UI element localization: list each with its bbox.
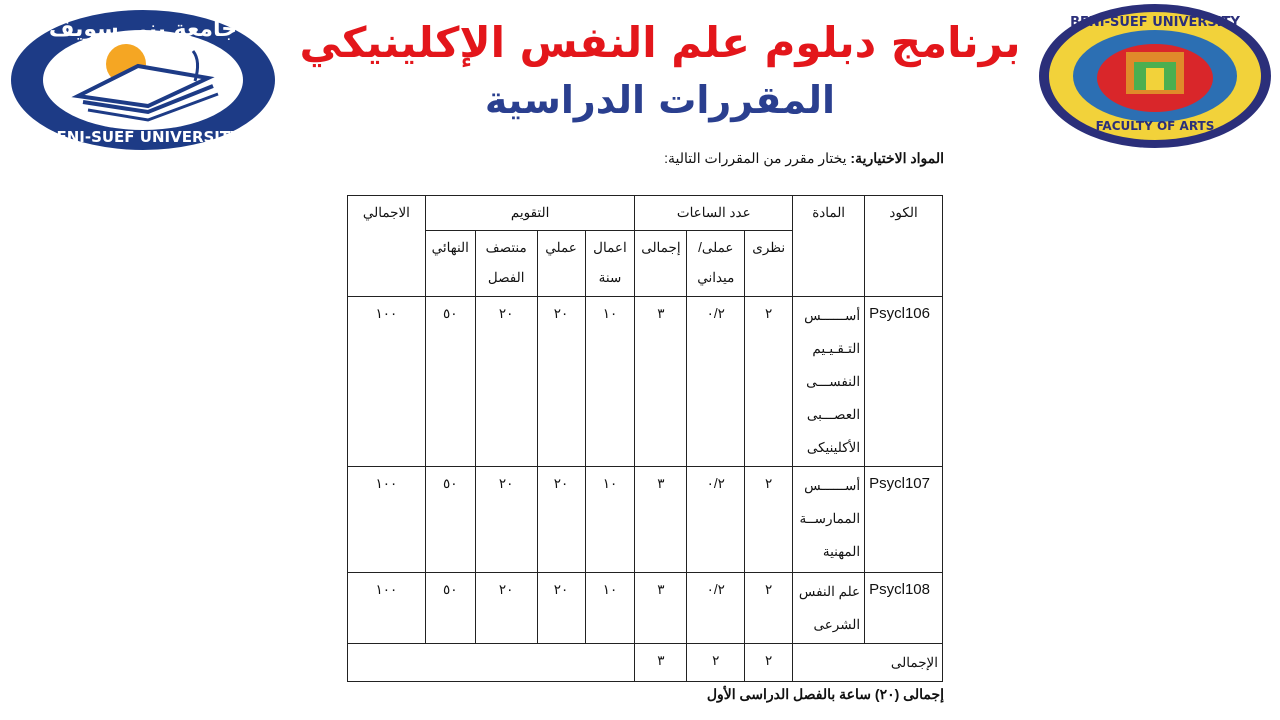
header-total: الاجمالي [348, 196, 426, 297]
svg-text:FACULTY OF ARTS: FACULTY OF ARTS [1095, 119, 1215, 133]
header-hours: عدد الساعات [635, 196, 793, 231]
cell-coursework: ١٠ [585, 573, 635, 644]
course-code: Psycl107 [865, 467, 943, 573]
header-evaluation: التقويم [425, 196, 635, 231]
cell-lab: ٢٠ [537, 467, 585, 573]
cell-total: ١٠٠ [348, 573, 426, 644]
faculty-logo-right [1036, 2, 1274, 150]
summary-empty [348, 644, 635, 682]
summary-hours-total: ٣ [635, 644, 687, 682]
cell-hours-total: ٣ [635, 467, 687, 573]
university-logo-left [8, 6, 278, 154]
electives-intro [664, 150, 944, 167]
cell-midterm: ٢٠ [475, 297, 537, 467]
cell-lab: ٢٠ [537, 297, 585, 467]
cell-practical: ٠/٢ [687, 297, 745, 467]
course-code: Psycl108 [865, 573, 943, 644]
course-name: علم النفس الشرعى [793, 573, 865, 644]
cell-final: ٥٠ [425, 573, 475, 644]
book-emblem-icon [8, 6, 278, 154]
cell-final: ٥٠ [425, 297, 475, 467]
summary-practical: ٢ [687, 644, 745, 682]
table-header-row [348, 196, 943, 231]
cell-final: ٥٠ [425, 467, 475, 573]
header-theory: نظرى [745, 231, 793, 297]
header-code: الكود [865, 196, 943, 297]
header-coursework: اعمال سنة [585, 231, 635, 297]
semester-total-note: إجمالى (٢٠) ساعة بالفصل الدراسى الأول [706, 686, 944, 702]
summary-theory: ٢ [745, 644, 793, 682]
header-midterm: منتصف الفصل [475, 231, 537, 297]
header-final: النهائي [425, 231, 475, 297]
courses-subtitle: المقررات الدراسية [484, 78, 836, 122]
svg-text:BENI-SUEF UNIVERSITY: BENI-SUEF UNIVERSITY [1070, 15, 1240, 30]
cell-hours-total: ٣ [635, 573, 687, 644]
header-lab: عملي [537, 231, 585, 297]
faculty-emblem-icon [1036, 2, 1274, 150]
table-row [348, 297, 943, 467]
cell-theory: ٢ [745, 297, 793, 467]
header-hours-total: إجمالى [635, 231, 687, 297]
program-title: برنامج دبلوم علم النفس الإكلينيكي [299, 18, 1021, 67]
svg-text:BENI-SUEF UNIVERSITY: BENI-SUEF UNIVERSITY [45, 128, 241, 146]
header-subject: المادة [793, 196, 865, 297]
electives-text: يختار مقرر من المقررات التالية: [664, 150, 851, 166]
cell-midterm: ٢٠ [475, 573, 537, 644]
header-practical: عملى/ ميداني [687, 231, 745, 297]
cell-total: ١٠٠ [348, 467, 426, 573]
cell-hours-total: ٣ [635, 297, 687, 467]
cell-practical: ٠/٢ [687, 573, 745, 644]
cell-coursework: ١٠ [585, 467, 635, 573]
cell-total: ١٠٠ [348, 297, 426, 467]
cell-coursework: ١٠ [585, 297, 635, 467]
cell-midterm: ٢٠ [475, 467, 537, 573]
electives-label: المواد الاختيارية: [850, 150, 944, 166]
cell-theory: ٢ [745, 467, 793, 573]
table-row [348, 467, 943, 573]
cell-theory: ٢ [745, 573, 793, 644]
course-code: Psycl106 [865, 297, 943, 467]
courses-table [347, 195, 943, 682]
table-summary-row [348, 644, 943, 682]
cell-lab: ٢٠ [537, 573, 585, 644]
cell-practical: ٠/٢ [687, 467, 745, 573]
table-row [348, 573, 943, 644]
svg-text:جامعة بني سويف: جامعة بني سويف [48, 17, 238, 42]
course-name: أســــــس الممارســة المهنية [793, 467, 865, 573]
course-name: أســــــس التـقـيـيم النفســـى العصـــبى الأكلينيكى [793, 297, 865, 467]
summary-label: الإجمالى [793, 644, 943, 682]
